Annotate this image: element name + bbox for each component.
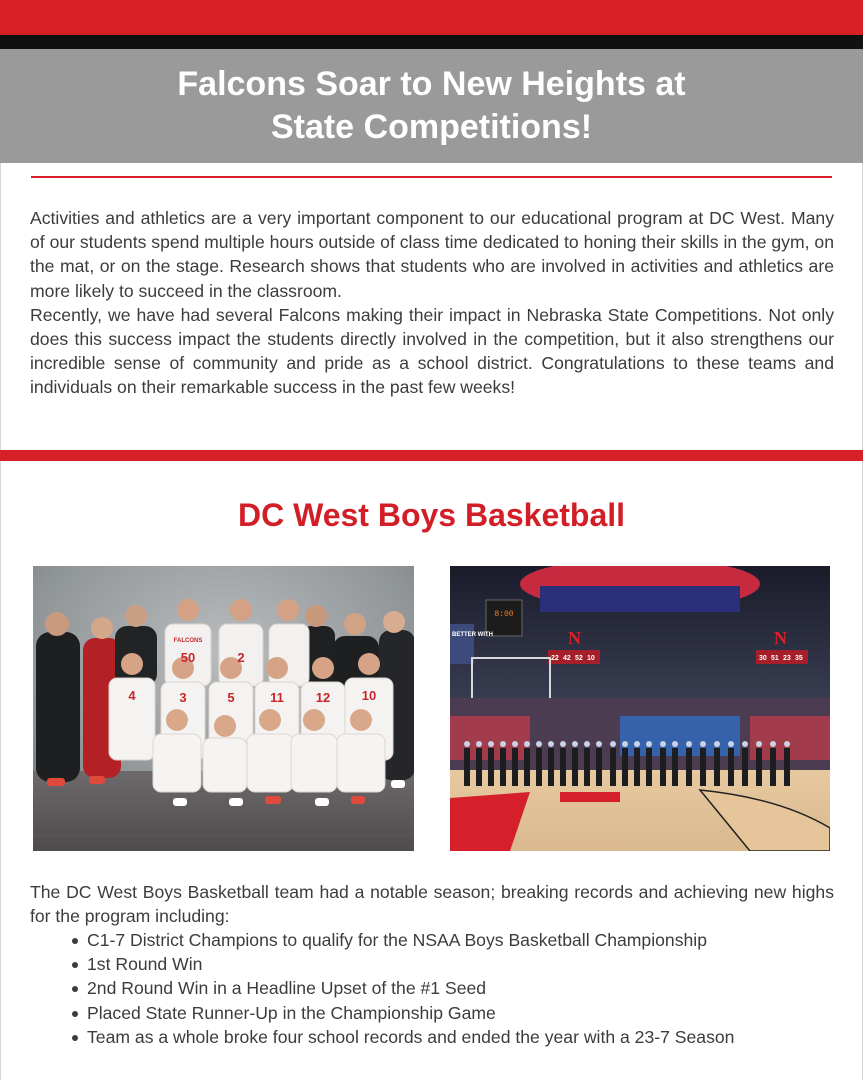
achievements-list [72, 928, 842, 1049]
jersey-number: 5 [227, 690, 235, 705]
arena-photo [450, 566, 830, 851]
intro-text [30, 206, 834, 400]
top-red-band [0, 0, 863, 35]
scoreboard-value: 23 [783, 655, 791, 662]
list-item: Placed State Runner-Up in the Championship Game [72, 1001, 842, 1025]
header-banner [0, 49, 863, 163]
jersey-number: 10 [361, 688, 377, 703]
intro-paragraph-2: Recently, we have had several Falcons making their impact in Nebraska State Competitions. Not only does this success impact the students directly involved in the competition, but it also strengthens our incredible sense of community and pride as a school district. Congratulations to these teams and individuals on their remarkable success in the past few weeks! [30, 304, 834, 398]
top-black-band [0, 35, 863, 49]
scoreboard-value: 30 [759, 655, 767, 662]
list-item: C1-7 District Champions to qualify for the NSAA Boys Basketball Championship [72, 928, 842, 952]
list-item: Team as a whole broke four school records and ended the year with a 23-7 Season [72, 1025, 842, 1049]
arena-logo: N [774, 628, 787, 648]
list-item: 1st Round Win [72, 952, 842, 976]
jersey-number: 50 [180, 650, 196, 665]
jersey-number: 3 [179, 690, 187, 705]
page-title: Falcons Soar to New Heights at State Competitions! [177, 65, 686, 146]
scoreboard-value: 52 [575, 655, 583, 662]
intro-paragraph-1: Activities and athletics are a very important component to our educational program at DC West. Many of our students spend multiple hours outside of class time dedicated to honing their skills in the gym, on the mat, or on the stage. Research shows that students who are involved in activities and athletics are more likely to succeed in the classroom. [30, 208, 834, 301]
section-body: The DC West Boys Basketball team had a notable season; breaking records and achieving new highs for the program including: [30, 882, 834, 927]
section-title: DC West Boys Basketball [237, 497, 626, 533]
scoreboard-value: 35 [795, 655, 803, 662]
scoreboard-value: 22 [551, 655, 559, 662]
arena-banner-text: BETTER WITH [452, 632, 493, 638]
jersey-number: 11 [270, 690, 284, 705]
arena-logo: N [568, 628, 581, 648]
section-divider [0, 450, 863, 461]
list-item: 2nd Round Win in a Headline Upset of the #1 Seed [72, 976, 842, 1000]
jersey-number: 2 [237, 650, 245, 665]
scoreboard-value: 42 [563, 655, 571, 662]
jersey-number: 12 [315, 690, 331, 705]
scoreboard-value: 51 [771, 655, 779, 662]
shot-clock-text: 8:00 [494, 610, 514, 619]
jersey-text: FALCONS [173, 638, 203, 644]
team-photo [33, 566, 414, 851]
scoreboard-value: 10 [587, 655, 595, 662]
title-divider [31, 176, 832, 178]
jersey-number: 4 [128, 688, 136, 703]
